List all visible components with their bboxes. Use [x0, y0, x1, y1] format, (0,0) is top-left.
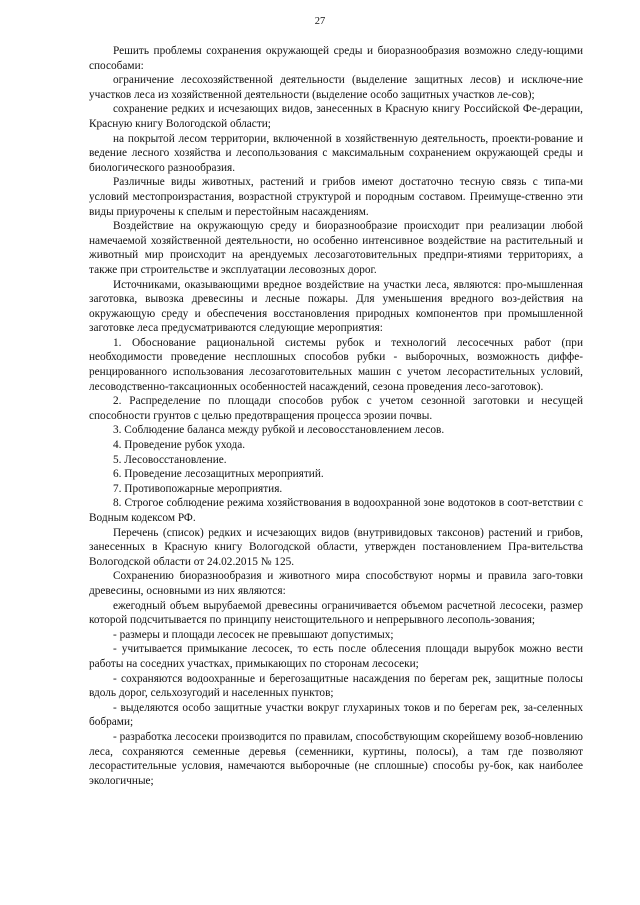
paragraph: Источниками, оказывающими вредное воздействие на участки леса, являются: про-мышленная заготовка, вывозка древесины и лесные пожары. Для уменьшения вредного воз-действия на окружающую среду и обеспечения восстановления природных компонентов при промышленной заготовке леса предусматриваются следующие мероприятия:: [89, 278, 583, 335]
paragraph: Различные виды животных, растений и грибов имеют достаточно тесную связь с типа-ми условий местопроизрастания, возрастной структурой и породным составом. Преимуще-ственно эти виды приурочены к спелым и перестойным насаждениям.: [89, 176, 583, 218]
paragraph: Решить проблемы сохранения окружающей среды и биоразнообразия возможно следу-ющими способами:: [89, 45, 583, 72]
paragraph: ежегодный объем вырубаемой древесины ограничивается объемом расчетной лесосеки, размер которой подсчитывается по принципу неистощительного и непрерывного лесополь-зования;: [89, 599, 583, 627]
paragraph: ограничение лесохозяйственной деятельности (выделение защитных лесов) и исключе-ние участков леса из хозяйственной деятельности (выделение особо защитных участков ле-сов);: [89, 74, 583, 101]
list-item: 4. Проведение рубок ухода.: [113, 439, 246, 452]
list-item: 2. Распределение по площади способов рубок с учетом сезонной заготовки и несущей способности грунтов с целью предотвращения процесса эрозии почвы.: [89, 395, 583, 422]
list-item: 6. Проведение лесозащитных мероприятий.: [113, 468, 324, 481]
paragraph: Воздействие на окружающую среду и биоразнообразие происходит при реализации любой намечаемой хозяйственной деятельности, но особенно интенсивное воздействие на растительный и животный мир происходит на арендуемых лесозаготовительных предпри-ятиями территориях, а также при строительстве и эксплуатации лесовозных дорог.: [89, 220, 583, 276]
list-item: 5. Лесовосстановление.: [113, 453, 227, 466]
list-item: - выделяются особо защитные участки вокруг глухариных токов и по берегам рек, за-селенных бобрами;: [89, 701, 583, 729]
paragraph: сохранение редких и исчезающих видов, занесенных в Красную книгу Российской Фе-дерации, Красную книгу Вологодской области;: [89, 103, 583, 130]
page-body: [89, 44, 583, 788]
list-item: 3. Соблюдение баланса между рубкой и лесовосстановлением лесов.: [113, 424, 445, 437]
list-item: - учитывается примыкание лесосек, то есть после облесения площади вырубок можно вести работы на соседних участках, примыкающих по сторонам лесосеки;: [89, 643, 583, 670]
paragraph: Сохранению биоразнообразия и животного мира способствуют нормы и правила заго-товки древесины, основными из них являются:: [89, 570, 583, 597]
list-item: 1. Обоснование рациональной системы рубок и технологий лесосечных работ (при необходимости проведение несплошных способов рубки - выборочных, возможность диффе-ренцированного использования лесозаготовительных машин с учетом лесорастительных условий, лесоводственно-таксационных особенностей насаждений, сезона проведения лесо-заготовок).: [89, 336, 583, 393]
paragraph: на покрытой лесом территории, включенной в хозяйственную деятельность, проекти-рование и ведение лесного хозяйства и лесопользования с максимальным сохранением окружающей среды и биологического разнообразия.: [89, 132, 583, 174]
page-number: 27: [314, 16, 326, 27]
list-item: 8. Строгое соблюдение режима хозяйствования в водоохранной зоне водотоков в соот-ветствии с Водным кодексом РФ.: [89, 497, 583, 524]
list-item: - сохраняются водоохранные и берегозащитные насаждения по берегам рек, защитные полосы вдоль дорог, сельхозугодий и населенных пунктов;: [89, 672, 583, 700]
list-item: - размеры и площади лесосек не превышают допустимых;: [113, 628, 394, 641]
list-item: 7. Противопожарные мероприятия.: [113, 482, 283, 495]
list-item: - разработка лесосеки производится по правилам, способствующим скорейшему возоб-новлению леса, сохраняются семенные деревья (семенники, куртины, полосы), а там где позволяют лесорастительные условия, намечаются выборочные (не сплошные) способы ру-бок, как наиболее экологичные;: [89, 730, 583, 787]
paragraph: Перечень (список) редких и исчезающих видов (внутривидовых таксонов) растений и грибов, занесенных в Красную книгу Вологодской области, утвержден постановлением Пра-вительства Вологодской области от 24.02.2015 № 125.: [89, 526, 583, 568]
